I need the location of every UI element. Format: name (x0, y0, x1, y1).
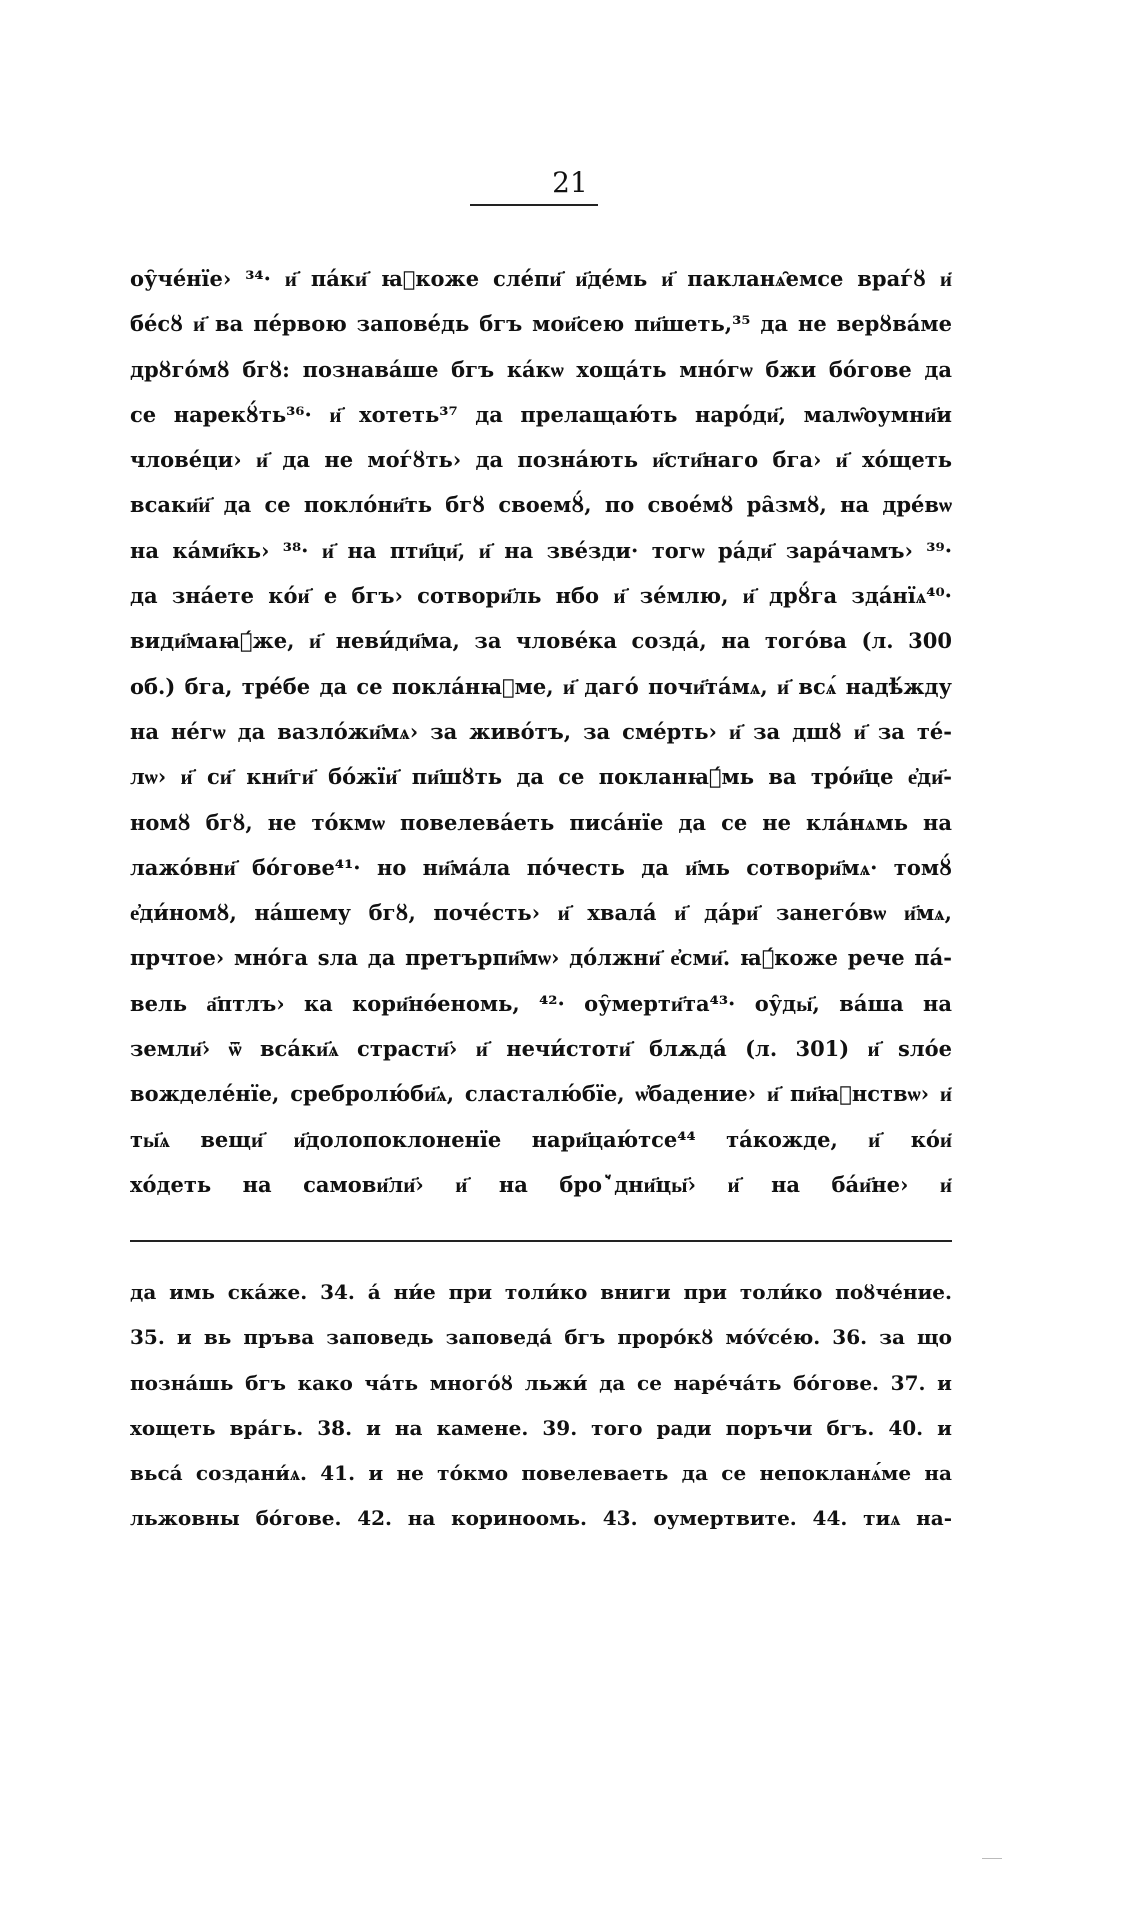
text-line: номȣ бгȣ, не то́кмѡ повелева́еть писа́нїе да се не кла́нѧмь на (130, 809, 952, 835)
main-text (130, 256, 952, 1207)
text-line: об.) бга, тре́бе да се покла́нꙗ҆ме, и҃ даго́ почи҃та́мѧ, и҃ всѧ́ надѣ́жду (130, 673, 952, 699)
footnote-line: да имь ска́же. 34. а́ ни́е при толи́ко вниги при толи́ко поȣче́ние. (130, 1280, 952, 1304)
margin-mark (982, 1858, 1002, 1859)
footnote-line: вьса́ создани́ѧ. 41. и не то́кмо повелеваеть да се непокланѧ́ме на (130, 1461, 952, 1486)
footnote-line: 35. и вь пръва заповедь заповеда́ бгъ проро́кȣ мо́v́се́ю. 36. за що (130, 1325, 952, 1350)
footnote-rule (130, 1240, 952, 1242)
text-line: вель а҃птлъ› ка кори҃нѳ́еномь, ⁴²· оу̑мерти҃та⁴³· оу̑ды҃, ва́ша на (130, 990, 952, 1016)
text-line: е҆ди́номȣ, на́шему бгȣ, поче́сть› и҃ хвала́ и҃ да́ри҃ занего́вѡ и҃мѧ, (130, 900, 952, 926)
text-line: дрȣго́мȣ бгȣ: познава́ше бгъ ка́кѡ хоща́ть мно́гѡ бжи бо́гове да (130, 356, 952, 382)
text-line: лажо́вни҃ бо́гове⁴¹· но ни҃ма́ла по́честь да и҃мь сотвори҃мѧ· томȣ́ (130, 854, 952, 880)
text-line: бе́сȣ и҃ ва пе́рвою запове́дь бгъ мои҃сею пи҃шеть,³⁵ да не верȣва́ме (130, 311, 952, 337)
footnote-line: хощеть вра́гь. 38. и на камене. 39. того ради поръчи бгъ. 40. и (130, 1415, 952, 1440)
text-line: на ка́ми҃кь› ³⁸· и҃ на пти҃ци҃, и҃ на зве́зди· тогѡ ра́ди҃ зара́чамъ› ³⁹· (130, 537, 952, 563)
page-number: 21 (552, 166, 588, 199)
text-line: всаки҃и҃ да се покло́ни҃ть бгȣ своемȣ́, по свое́мȣ ра̑змȣ, на дре́вѡ (130, 492, 952, 518)
text-line: земли҃› ѿ вса́ки҃ѧ страсти҃› и҃ нечи́стоти҃ блѫда́ (л. 301) и҃ ѕло́е (130, 1036, 952, 1062)
footnotes (130, 1270, 952, 1542)
text-line: види҃маꙗ҆́же, и҃ неви́ди҃ма, за члове́ка созда́, на того́ва (л. 300 (130, 628, 952, 654)
text-line: члове́ци› и҃ да не моѓȣть› да позна́ють и҃сти҃наго бга› и҃ хо́щеть (130, 447, 952, 473)
text-line: вожделе́нїе, сребролю́би҃ѧ, сласталю́бїе, ѡ҆бадение› и҃ пи҃ꙗ҆нствѡ› и҃ (130, 1081, 952, 1107)
text-line: да зна́ете ко́и҃ е бгъ› сотвори҃ль нбо и҃ зе́млю, и҃ дрȣ́га зда́нїѧ⁴⁰· (130, 583, 952, 609)
text-line: оу̑че́нїе› ³⁴· и҃ па́ки҃ ꙗ҆коже сле́пи҃ и҃де́мь и҃ пакланѧ̑емсе враѓȣ и҃ (130, 266, 952, 291)
text-line: се нарекȣ́ть³⁶· и҃ хотеть³⁷ да прелащаю́ть наро́ди҃, малѡ̑оумни҃и (130, 401, 952, 427)
page-number-rule (470, 204, 598, 206)
text-line: хо́деть на самови҃ли҃› и҃ на броꙿдни҃цы҃› и҃ на ба́и҃не› и҃ (130, 1171, 952, 1197)
text-line: на не́гѡ да вазло́жи҃мѧ› за живо́тъ, за сме́рть› и҃ за дшȣ и҃ за те́- (130, 718, 952, 744)
footnote-line: позна́шь бгъ како ча́ть много́ȣ льжи́ да се наре́ча́ть бо́гове. 37. и (130, 1370, 952, 1395)
text-line: лѡ› и҃ си҃ кни҃ги҃ бо́жїи҃ пи҃шȣть да се покланꙗ҆́мь ва тро́и҃це е҆ди҃- (130, 764, 952, 790)
text-line: ты҃ѧ вещи҃ и҃долопоклоненїе нари҃цаю́тсе⁴⁴ та́кожде, и҃ ко́и҃ (130, 1126, 952, 1152)
text-line: прчтое› мно́га ѕла да претърпи҃мѡ› до́лжни҃ е҆сми҃. ꙗ҆́коже рече па́- (130, 945, 952, 971)
footnote-line: льжовны бо́гове. 42. на кориноомь. 43. оумертвите. 44. тиѧ на- (130, 1506, 952, 1531)
